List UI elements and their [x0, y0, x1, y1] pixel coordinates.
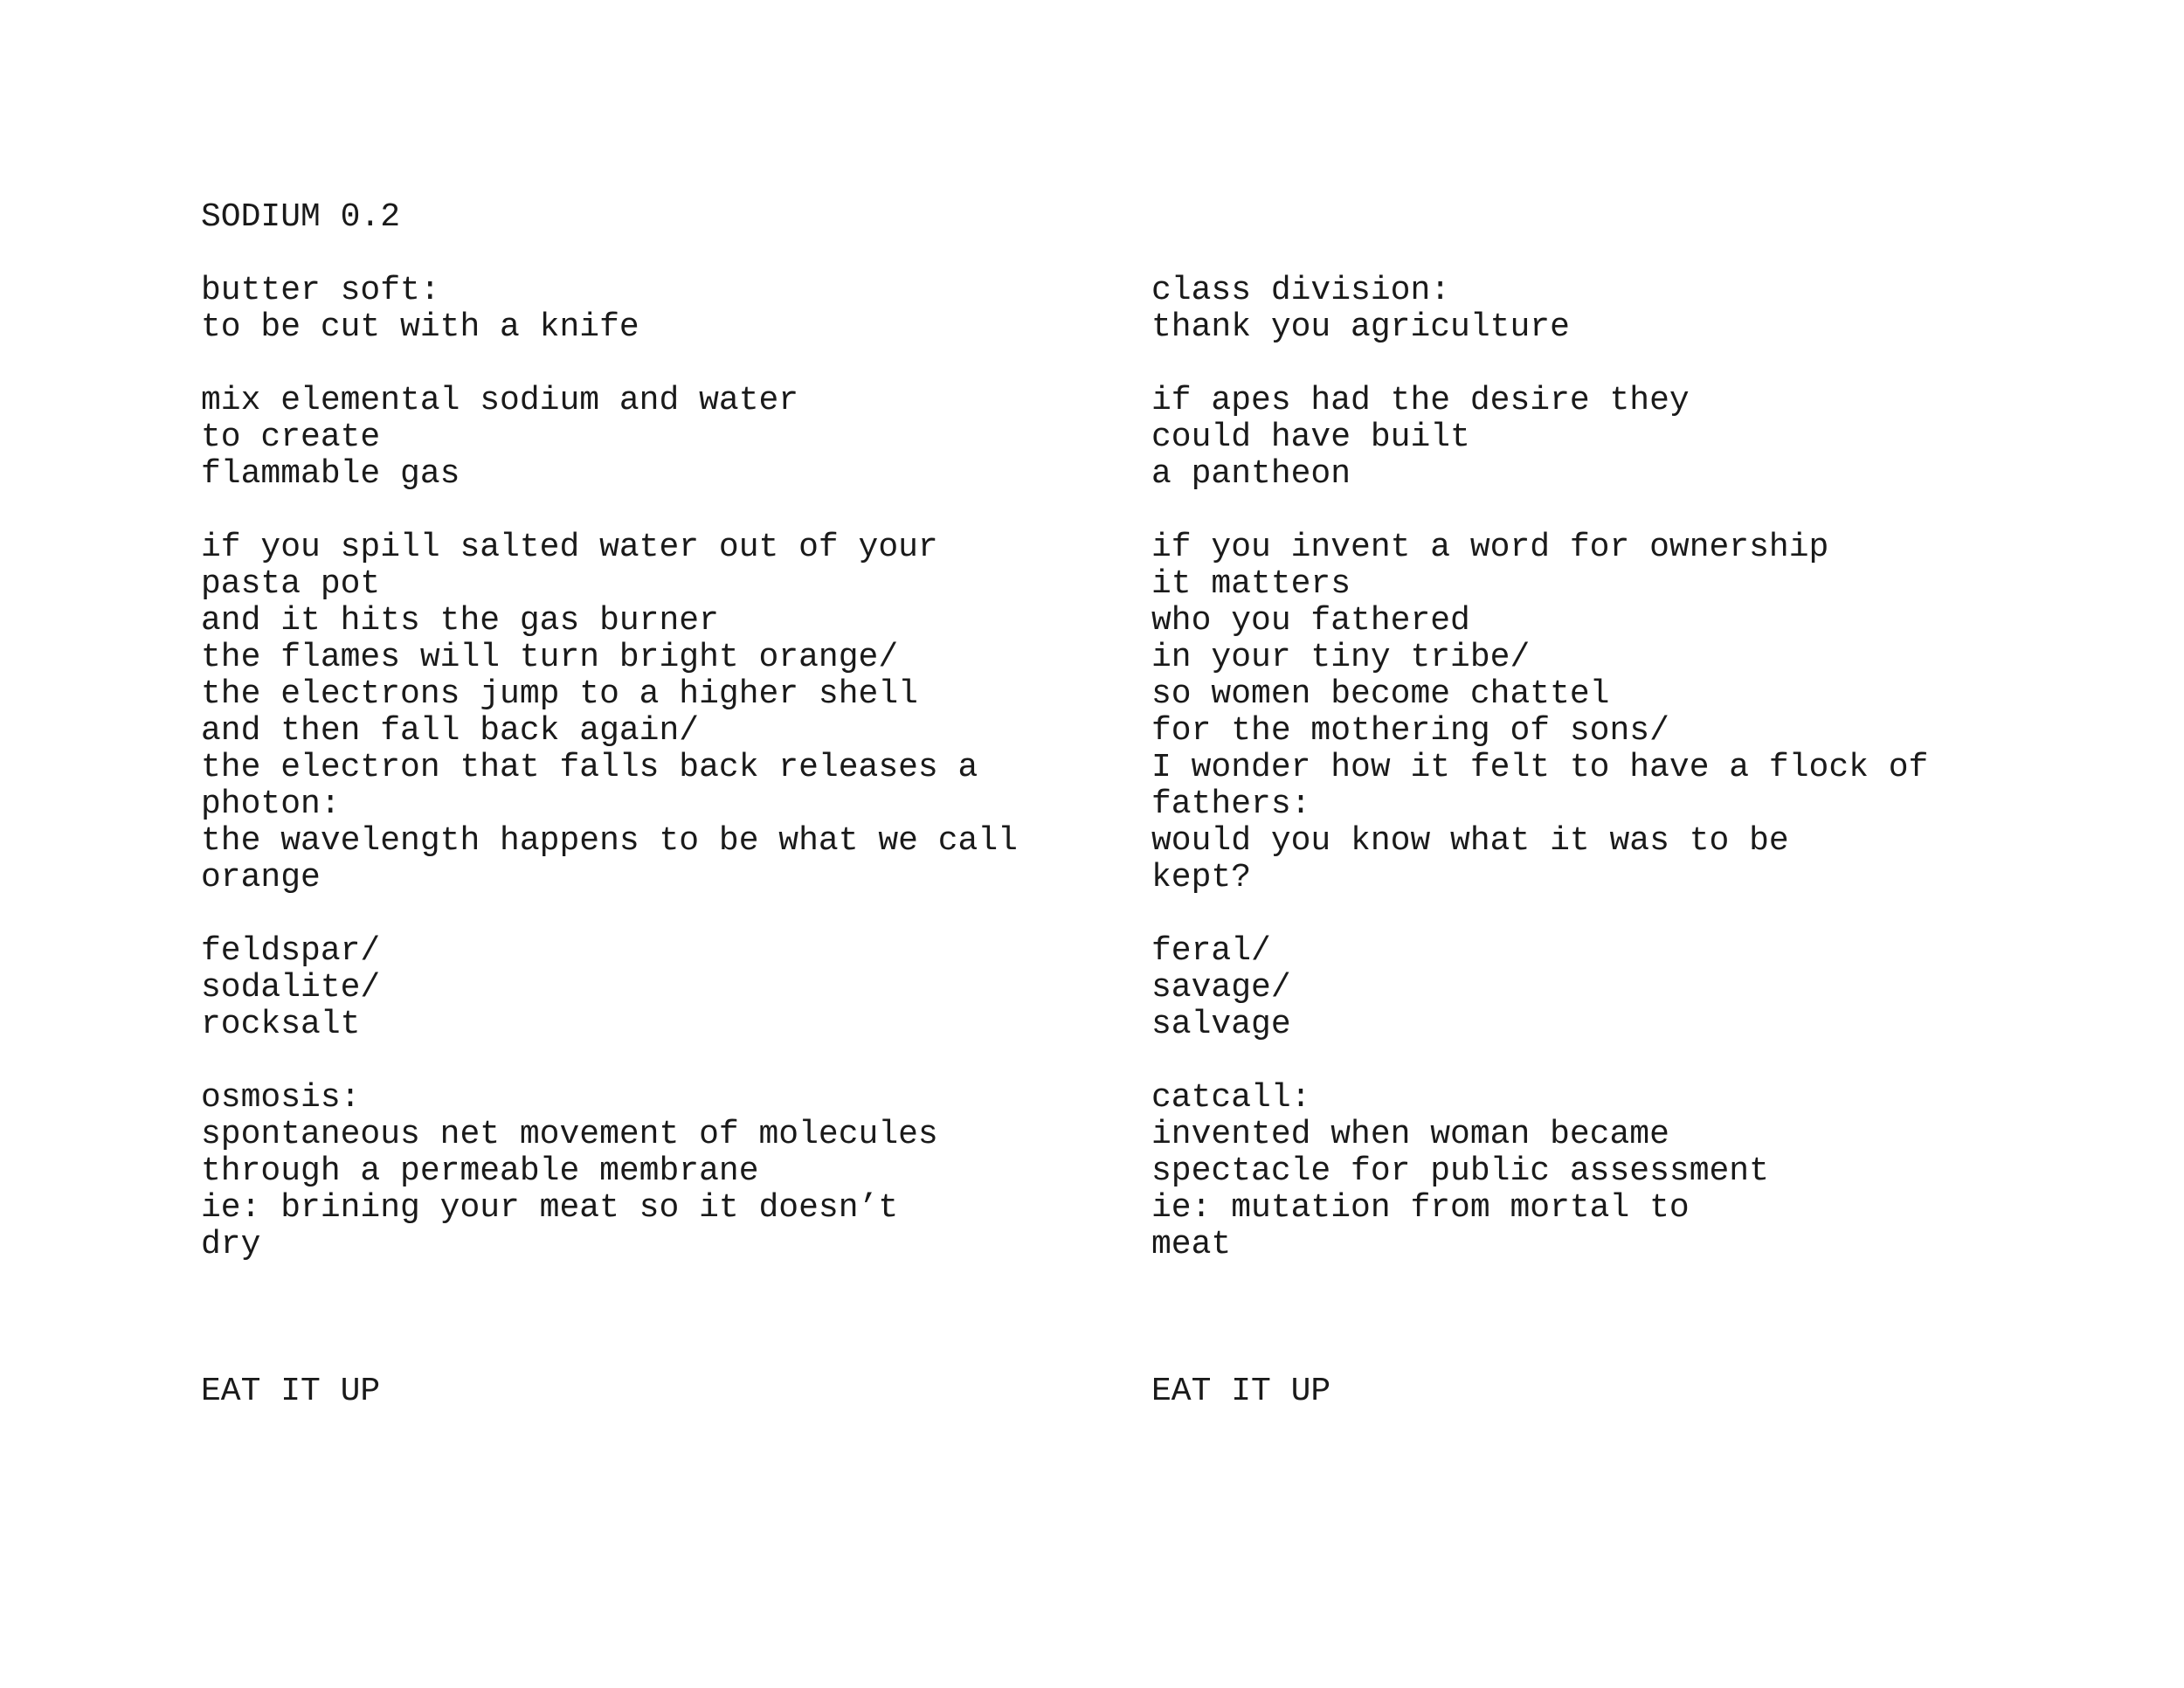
poem-line: catcall: [1151, 1079, 1311, 1117]
poem-line: pasta pot [201, 565, 381, 603]
poem-line: osmosis: [201, 1079, 361, 1117]
poem-line: through a permeable membrane [201, 1152, 759, 1190]
stanza [201, 1080, 1018, 1263]
poem-line: feldspar/ [201, 932, 381, 970]
poem-line: the flames will turn bright orange/ [201, 639, 899, 676]
poem-line: thank you agriculture [1151, 308, 1570, 346]
poem-line: butter soft: [201, 272, 440, 309]
poem-line: mix elemental sodium and water [201, 382, 799, 419]
poem-line: and it hits the gas burner [201, 602, 719, 640]
stanza [201, 529, 1018, 896]
poem-line: so women become chattel [1151, 675, 1610, 713]
poem-line: kept? [1151, 859, 1252, 896]
poem-line: rocksalt [201, 1006, 361, 1043]
poem-line: the wavelength happens to be what we call [201, 822, 1018, 860]
poem-line: a pantheon [1151, 455, 1351, 493]
stanza [1151, 529, 1928, 896]
stanza [201, 933, 1018, 1043]
poem-line: spontaneous net movement of molecules [201, 1116, 938, 1153]
poem-line: ie: brining your meat so it doesn’t [201, 1189, 899, 1227]
poem-ending: EAT IT UP [1151, 1373, 1331, 1410]
poem-line: salvage [1151, 1006, 1291, 1043]
poem-line: in your tiny tribe/ [1151, 639, 1531, 676]
spacer [201, 1300, 1018, 1373]
poem-line: meat [1151, 1226, 1232, 1263]
poem-line: dry [201, 1226, 261, 1263]
poem-line: sodalite/ [201, 969, 381, 1007]
poem-line: if you spill salted water out of your [201, 529, 938, 566]
poem-line: orange [201, 859, 321, 896]
poem-line: ie: mutation from mortal to [1151, 1189, 1690, 1227]
stanza [1151, 1080, 1928, 1263]
stanza [1151, 273, 1928, 346]
poem-line: it matters [1151, 565, 1351, 603]
stanza [1151, 933, 1928, 1043]
poem-line: spectacle for public assessment [1151, 1152, 1769, 1190]
poem-title: SODIUM 0.2 [201, 198, 401, 236]
poem-line: to create [201, 419, 381, 456]
poem-line: flammable gas [201, 455, 460, 493]
poem-line: photon: [201, 785, 341, 823]
poem-line: could have built [1151, 419, 1470, 456]
poem-line: and then fall back again/ [201, 712, 700, 750]
poem-line: the electron that falls back releases a [201, 749, 978, 786]
stanza [201, 383, 1018, 493]
poem-line: class division: [1151, 272, 1451, 309]
stanza [1151, 383, 1928, 493]
stanza [201, 273, 1018, 346]
poem-line: if apes had the desire they [1151, 382, 1690, 419]
poem-line: savage/ [1151, 969, 1291, 1007]
poem-line: if you invent a word for ownership [1151, 529, 1829, 566]
right-column [1151, 273, 1928, 1410]
poem-line: I wonder how it felt to have a flock of [1151, 749, 1929, 786]
poem-line: who you fathered [1151, 602, 1470, 640]
poem-ending: EAT IT UP [201, 1373, 381, 1410]
poem-line: invented when woman became [1151, 1116, 1669, 1153]
poem-line: fathers: [1151, 785, 1311, 823]
poem-line: would you know what it was to be [1151, 822, 1789, 860]
poem-line: feral/ [1151, 932, 1271, 970]
poem-line: the electrons jump to a higher shell [201, 675, 918, 713]
poem-line: to be cut with a knife [201, 308, 639, 346]
poem-line: for the mothering of sons/ [1151, 712, 1669, 750]
spacer [1151, 1300, 1928, 1373]
left-column [201, 273, 1018, 1410]
